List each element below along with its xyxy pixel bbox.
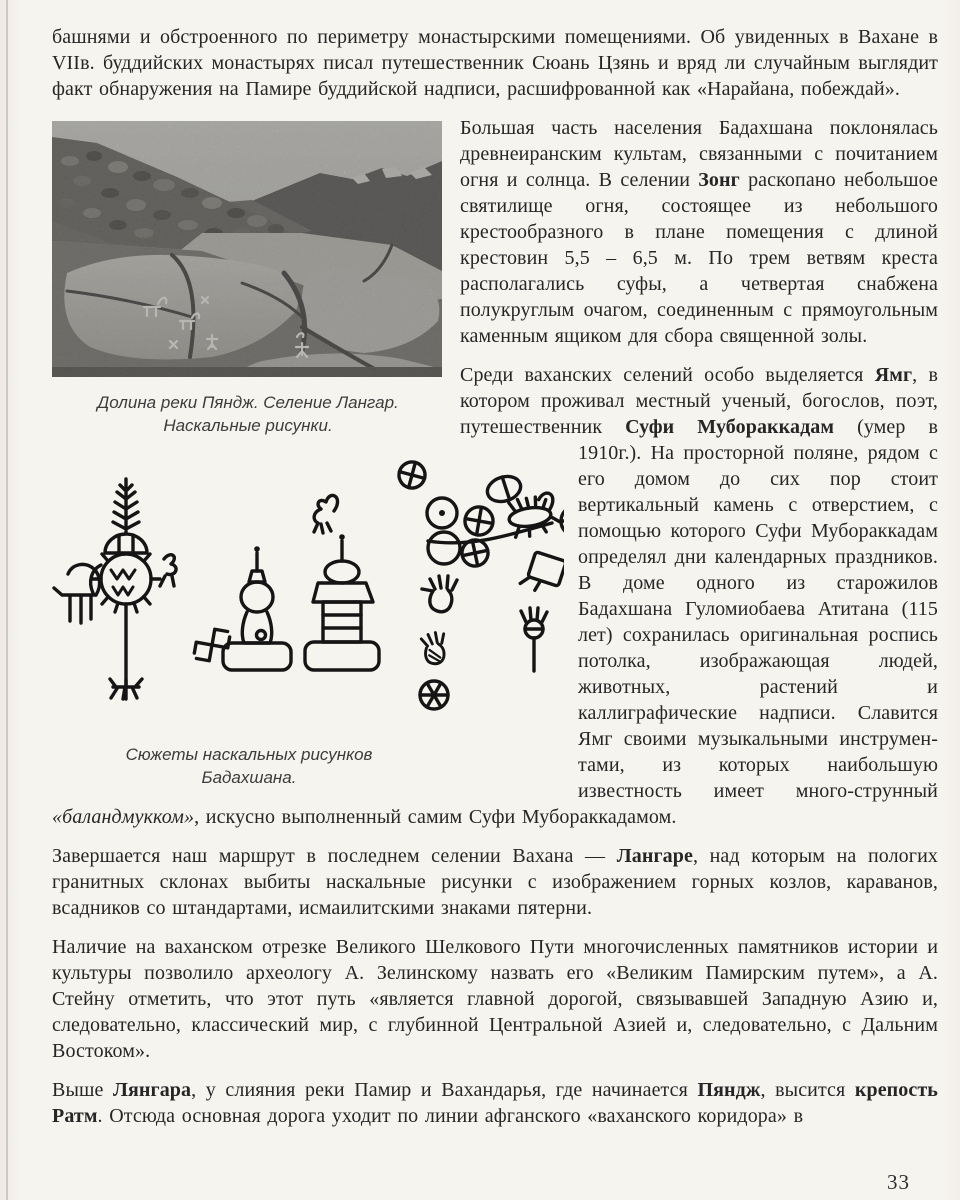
petroglyph-sun-tree-figure	[54, 479, 176, 699]
petroglyph-stupa-small	[223, 546, 291, 670]
photo-scene	[52, 121, 442, 377]
circle-dot-pair	[427, 498, 460, 564]
paragraph-silk-road: Наличие на ваханском отрезке Великого Шелкового Пути многочисленных памятников истории и культуры позволило археологу А. Зелинскому назвать его «Великим Памирским путем», а А. Стейну отметить, что этот путь «является главной дорогой, связывавшей Западную Азию и, следовательно, классический мир, с глубинной Центральной Азией и, следовательно, с Дальним Востоком».	[52, 936, 938, 1062]
crossed-circle-a	[463, 505, 495, 537]
hand-on-pole	[521, 608, 547, 671]
spoked-wheel-bottom	[420, 681, 448, 709]
page-content	[52, 24, 938, 1142]
paragraph-ratm-fortress: Выше Лянгара, у слияния реки Памир и Вахандарья, где начинается Пяндж, высится крепость Ратм. Отсюда основная дорога уходит по линии афганского «ваханского коридора» в	[52, 1079, 938, 1127]
drawing-caption-line2: Бадахшана.	[201, 768, 297, 787]
drawing-caption-line1: Сюжеты наскальных рисунков	[125, 745, 373, 764]
photo-caption-line2: Наскальные рисунки.	[163, 416, 333, 435]
photo-caption	[52, 391, 444, 437]
petroglyph-ibex-above-stupa	[314, 495, 338, 533]
photo-figure	[52, 121, 444, 437]
crossed-circle-top	[396, 459, 428, 491]
paragraph-intro: башнями и обстроенного по периметру монастырскими помещениями. Об увиденных в Вахане в VIIв. буддийских монастырях писал путешественник Сюань Цзянь и вряд ли случайным выглядит факт обнаружения на Памире буддийской надписи, расшифрованной как «Нарайана, побеждай».	[52, 26, 938, 100]
square-sign	[520, 550, 564, 597]
petroglyph-wheel-cluster	[396, 459, 564, 709]
photo-caption-line1: Долина реки Пяндж. Селение Лангар.	[97, 393, 399, 412]
drawing-caption	[64, 743, 434, 789]
petroglyph-drawing	[52, 449, 564, 737]
scan-edge-artifact	[6, 0, 8, 1200]
petroglyph-stupa-large	[305, 495, 379, 670]
photo-langar-valley	[52, 121, 442, 377]
petroglyph-drawing-figure	[52, 449, 564, 789]
page-number: 33	[887, 1170, 910, 1194]
petroglyph-ibex-left	[54, 564, 101, 623]
hand-print-1	[422, 576, 457, 612]
spoked-wheel-right	[561, 506, 564, 536]
petroglyph-small-goat	[160, 555, 176, 586]
hand-print-2	[420, 631, 450, 666]
paragraph-langar: Завершается наш маршрут в последнем селении Вахана — Лангаре, над которым на пологих гранитных склонах выбиты наскальные рисунки с изображением горных козлов, караванов, всадников со штандартами, исмаилитскими знаками пятерни.	[52, 845, 938, 919]
paragraph-yamg: Среди ваханских селений особо выделяется Ямг, в котором проживал местный ученый, богослов, поэт, путешественник Суфи Мубораккадам (умер в 1910г.). На просторной поляне, рядом с его домом до сих пор стоит вертикальный камень с отверстием, с помощью которого Суфи Мубораккадам определял дни календарных праздников. В доме одного из старожилов Бадахшана Гуломиобаева Атитана (115 лет) сохранилась оригинальная роспись потолка, изображающая людей, животных, растений и каллиграфические надписи. Славится Ямг своими музыкальными инструмен-тами, из которых наибольшую известность имеет много-струнный «баландмукком», искусно выполненный самим Суфи Мубораккадамом.	[52, 364, 939, 828]
film-grain-light	[52, 121, 442, 377]
paragraph-zong: Большая часть населения Бадахшана поклонялась древнеиранским культам, связанными с почитанием огня и солнца. В селении Зонг раскопано небольшое святилище огня, состоящее из небольшого крестообразного в плане помещения с длиной крестовин 5,5 – 6,5 м. По трем ветвям креста располагались суфы, а четвертая снабжена полукруглым очагом, соединенным с прямоугольным каменным ящиком для сбора священной золы.	[460, 117, 938, 347]
